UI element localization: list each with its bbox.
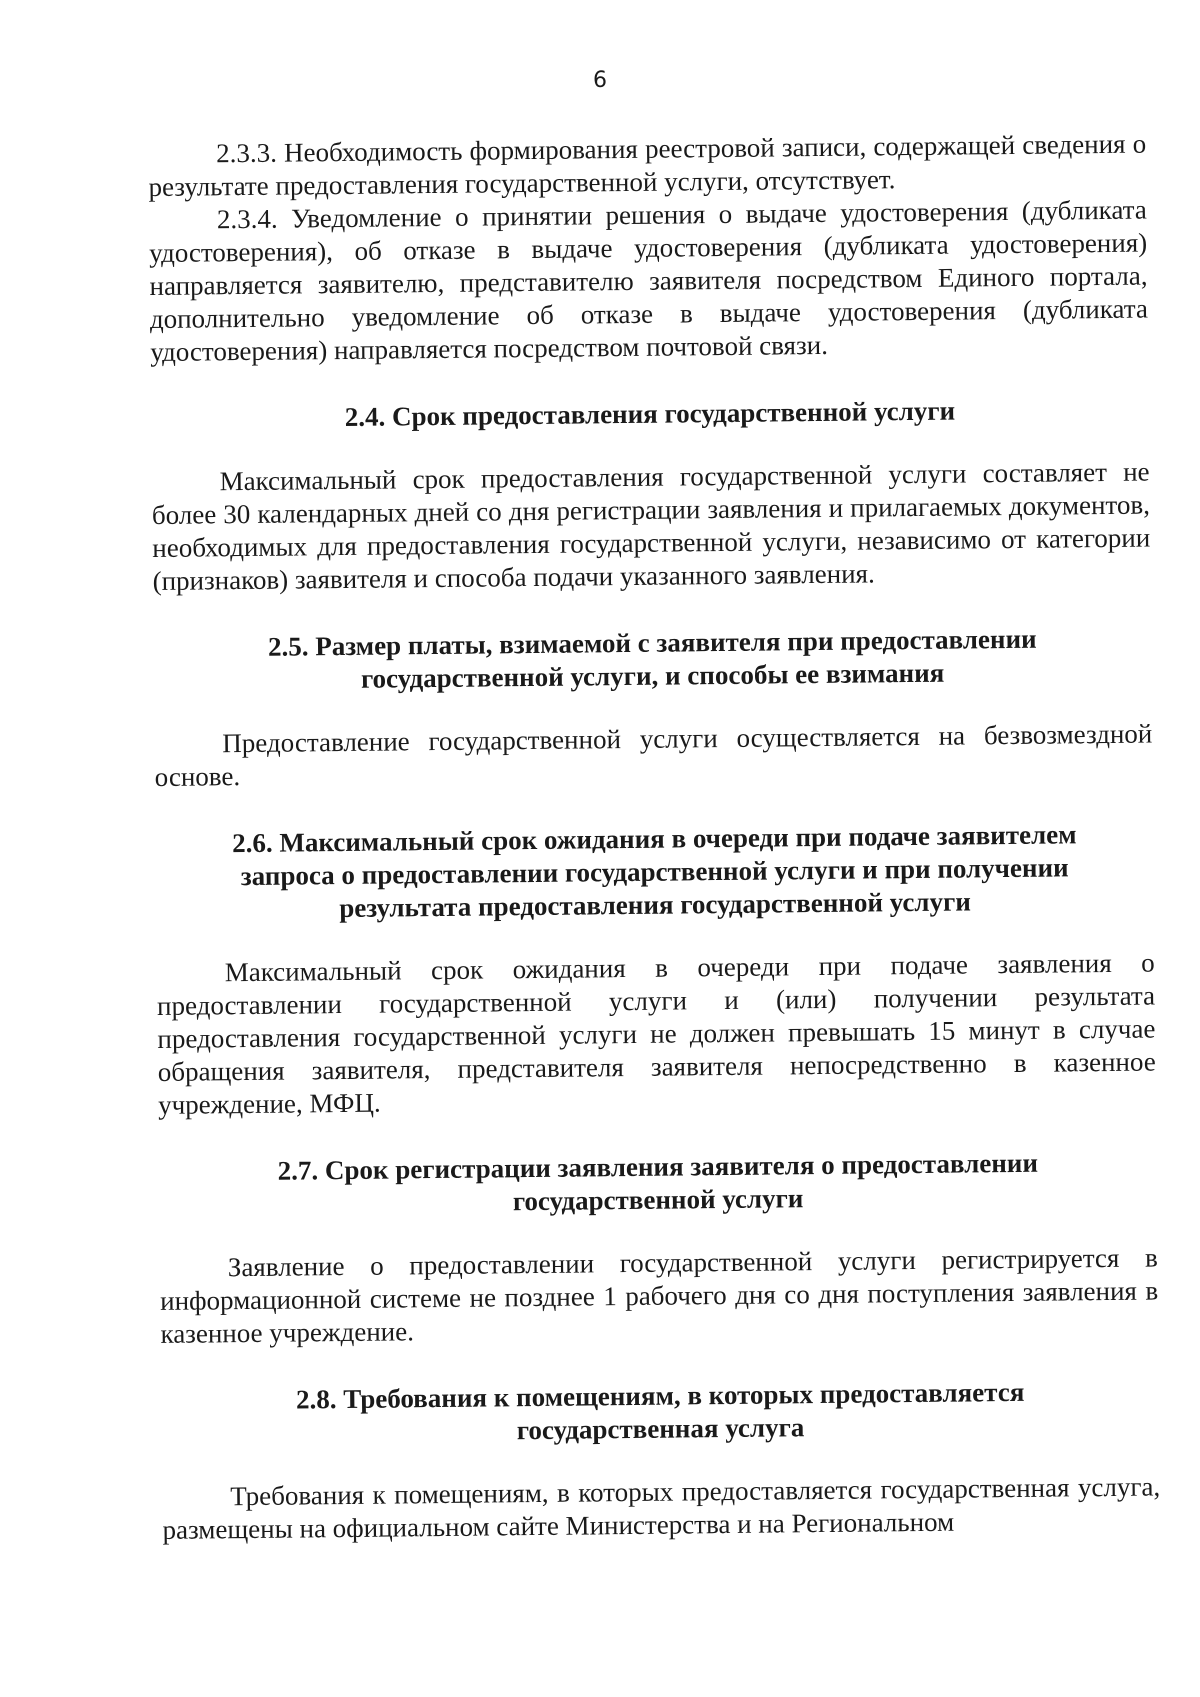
heading-2-8-line2: государственная услуга <box>516 1412 805 1446</box>
heading-2-5-line1: 2.5. Размер платы, взимаемой с заявителя при предоставлении <box>267 623 1037 662</box>
paragraph-2-6: Максимальный срок ожидания в очереди при подаче заявления о предоставлении государственной услуги и (или) получении результата предоставления государственной услуги не должен превышать 15 минут в случае обращения заявителя, представителя заявителя непосредственно в казенное учреждение, МФЦ. <box>156 947 1156 1120</box>
heading-2-5 <box>153 622 1152 698</box>
page-number: 6 <box>593 68 607 93</box>
paragraph-2-3-3: 2.3.3. Необходимость формирования реестровой записи, содержащей сведения о результате предоставления государственной услуги, отсутствует. <box>148 128 1147 202</box>
heading-2-7-line2: государственной услуги <box>512 1183 804 1217</box>
heading-2-6-line3: результата предоставления государственной услуги <box>339 886 971 924</box>
heading-2-7-line1: 2.7. Срок регистрации заявления заявителя о предоставлении <box>277 1147 1039 1186</box>
heading-2-5-line2: государственной услуги, и способы ее взимания <box>360 657 945 694</box>
heading-2-8-line1: 2.8. Требования к помещениям, в которых предоставляется <box>295 1376 1025 1415</box>
paragraph-2-4: Максимальный срок предоставления государственной услуги составляет не более 30 календарных дней со дня регистрации заявления и прилагаемых документов, необходимых для предоставления государственной услуги, независимо от категории (признаков) заявителя и способа подачи указанного заявления. <box>151 456 1151 596</box>
heading-2-4-text: 2.4. Срок предоставления государственной услуги <box>344 395 956 432</box>
paragraph-2-7: Заявление о предоставлении государственной услуги регистрируется в информационной системе не позднее 1 рабочего дня со дня поступления заявления в казенное учреждение. <box>160 1242 1159 1349</box>
heading-2-6 <box>155 818 1154 927</box>
heading-2-7 <box>159 1145 1158 1221</box>
heading-2-6-line2: запроса о предоставлении государственной услуги и при получении <box>240 852 1069 892</box>
paragraph-2-8: Требования к помещениям, в которых предоставляется государственная услуга, размещены на официальном сайте Министерства и на Региональном <box>162 1471 1161 1545</box>
paragraph-2-3-4: 2.3.4. Уведомление о принятии решения о выдаче удостоверения (дубликата удостоверения), об отказе в выдаче удостоверения (дубликата удостоверения) направляется заявителю, представителю заявителя посредством Единого портала, дополнительно уведомление об отказе в выдаче удостоверения (дубликата удостоверения) направляется посредством почтовой связи. <box>149 194 1148 367</box>
heading-2-8 <box>161 1374 1160 1450</box>
document-body <box>148 128 1161 1547</box>
heading-2-6-line1: 2.6. Максимальный срок ожидания в очереди при подаче заявителем <box>232 819 1077 859</box>
paragraph-2-5: Предоставление государственной услуги осуществляется на безвозмездной основе. <box>154 718 1153 792</box>
